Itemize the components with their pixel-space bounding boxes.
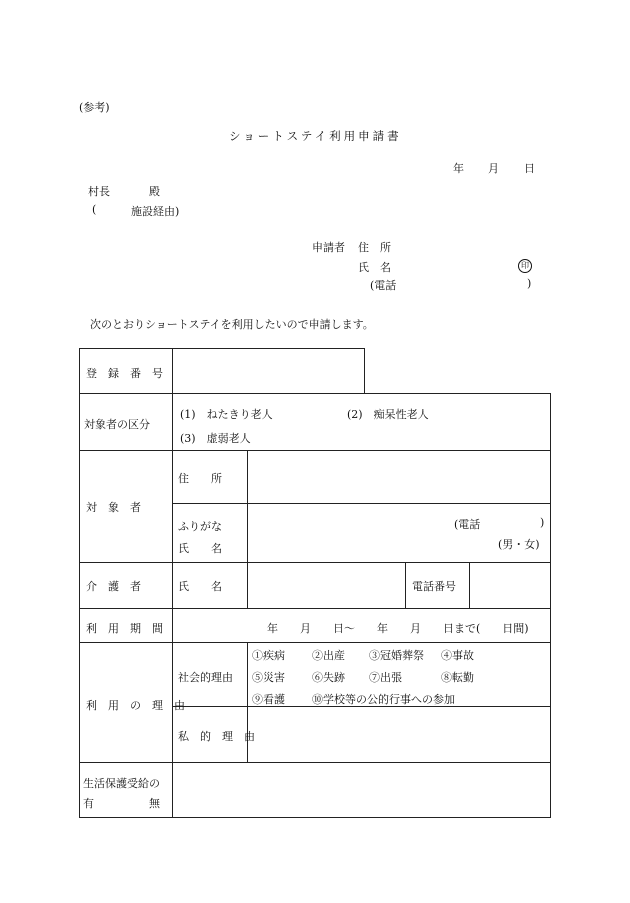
rule bbox=[172, 348, 173, 818]
applicant-name-label: 氏 名 bbox=[358, 261, 391, 274]
reason-option[interactable]: ⑦出張 bbox=[369, 671, 402, 684]
rule bbox=[79, 642, 551, 643]
rule bbox=[469, 562, 470, 608]
applicant-phone-close: ) bbox=[527, 277, 532, 290]
rule bbox=[405, 562, 406, 608]
reason-option[interactable]: ⑤災害 bbox=[252, 671, 285, 684]
reason-option[interactable]: ②出産 bbox=[312, 649, 345, 662]
date-day: 日 bbox=[524, 162, 535, 175]
caregiver-name-label: 氏 名 bbox=[178, 580, 222, 593]
subject-address-label: 住 所 bbox=[178, 472, 222, 485]
subject-address-field[interactable] bbox=[250, 454, 546, 500]
welfare-field[interactable] bbox=[175, 765, 547, 814]
rule bbox=[79, 348, 80, 818]
reason-option[interactable]: ⑥失跡 bbox=[312, 671, 345, 684]
rule bbox=[79, 608, 551, 609]
welfare-label-presence: 有 無 bbox=[83, 797, 160, 810]
rule bbox=[172, 503, 551, 504]
reason-option[interactable]: ⑨看護 bbox=[252, 693, 285, 706]
rule bbox=[79, 393, 551, 394]
reference-label: (参考) bbox=[79, 101, 110, 114]
reason-option[interactable]: ④事故 bbox=[441, 649, 474, 662]
date-month: 月 bbox=[488, 162, 499, 175]
caregiver-phone-field[interactable] bbox=[472, 565, 547, 605]
addressee-honorific: 殿 bbox=[149, 185, 160, 198]
addressee-mayor: 村長 bbox=[88, 185, 110, 198]
reason-option[interactable]: ①疾病 bbox=[252, 649, 285, 662]
category-option-bedridden[interactable]: (1) ねたきり老人 bbox=[180, 408, 273, 421]
period-text[interactable]: 年 月 日～ 年 月 日まで( 日間) bbox=[267, 622, 529, 635]
via-facility: 施設経由) bbox=[131, 205, 180, 218]
subject-name-label: 氏 名 bbox=[178, 542, 222, 555]
applicant-phone-label: (電話 bbox=[370, 279, 397, 292]
date-year: 年 bbox=[453, 162, 464, 175]
rule bbox=[79, 348, 364, 349]
subject-phone-label: (電話 bbox=[454, 518, 481, 531]
rule bbox=[79, 450, 551, 451]
seal-icon: 印 bbox=[518, 258, 532, 273]
subject-sex-choice[interactable]: (男・女) bbox=[498, 538, 540, 551]
category-label: 対象者の区分 bbox=[84, 418, 150, 431]
reason-option[interactable]: ⑩学校等の公的行事への参加 bbox=[312, 693, 455, 706]
rule bbox=[247, 450, 248, 608]
caregiver-phone-label: 電話番号 bbox=[412, 580, 456, 593]
reason-option[interactable]: ⑧転勤 bbox=[441, 671, 474, 684]
rule bbox=[247, 642, 248, 762]
private-reason-field[interactable] bbox=[250, 709, 546, 759]
reason-label: 利 用 の 理 由 bbox=[86, 699, 185, 712]
social-reason-label: 社会的理由 bbox=[178, 671, 233, 684]
rule bbox=[79, 762, 551, 763]
caregiver-name-field[interactable] bbox=[250, 565, 402, 605]
applicant-address-label: 住 所 bbox=[358, 241, 391, 254]
category-option-dementia[interactable]: (2) 痴呆性老人 bbox=[347, 408, 429, 421]
subject-furigana-label: ふりがな bbox=[178, 520, 222, 533]
registration-number-label: 登 録 番 号 bbox=[86, 367, 163, 380]
subject-phone-close: ) bbox=[540, 516, 545, 529]
rule bbox=[364, 348, 365, 393]
via-open: ( bbox=[92, 203, 97, 216]
category-option-frail[interactable]: (3) 虚弱老人 bbox=[180, 432, 251, 445]
private-reason-label: 私 的 理 由 bbox=[178, 730, 255, 743]
applicant-label: 申請者 bbox=[312, 241, 345, 254]
rule bbox=[79, 562, 551, 563]
reason-option[interactable]: ③冠婚葬祭 bbox=[369, 649, 424, 662]
caregiver-label: 介 護 者 bbox=[86, 580, 141, 593]
registration-number-field[interactable] bbox=[175, 351, 361, 391]
form-title: ショートステイ利用申請書 bbox=[229, 129, 402, 143]
rule bbox=[79, 817, 551, 818]
rule bbox=[550, 393, 551, 818]
subject-label: 対 象 者 bbox=[86, 501, 141, 514]
application-table bbox=[79, 348, 551, 818]
period-label: 利 用 期 間 bbox=[86, 622, 163, 635]
welfare-label: 生活保護受給の bbox=[83, 777, 160, 790]
intro-text: 次のとおりショートステイを利用したいので申請します。 bbox=[90, 318, 374, 331]
